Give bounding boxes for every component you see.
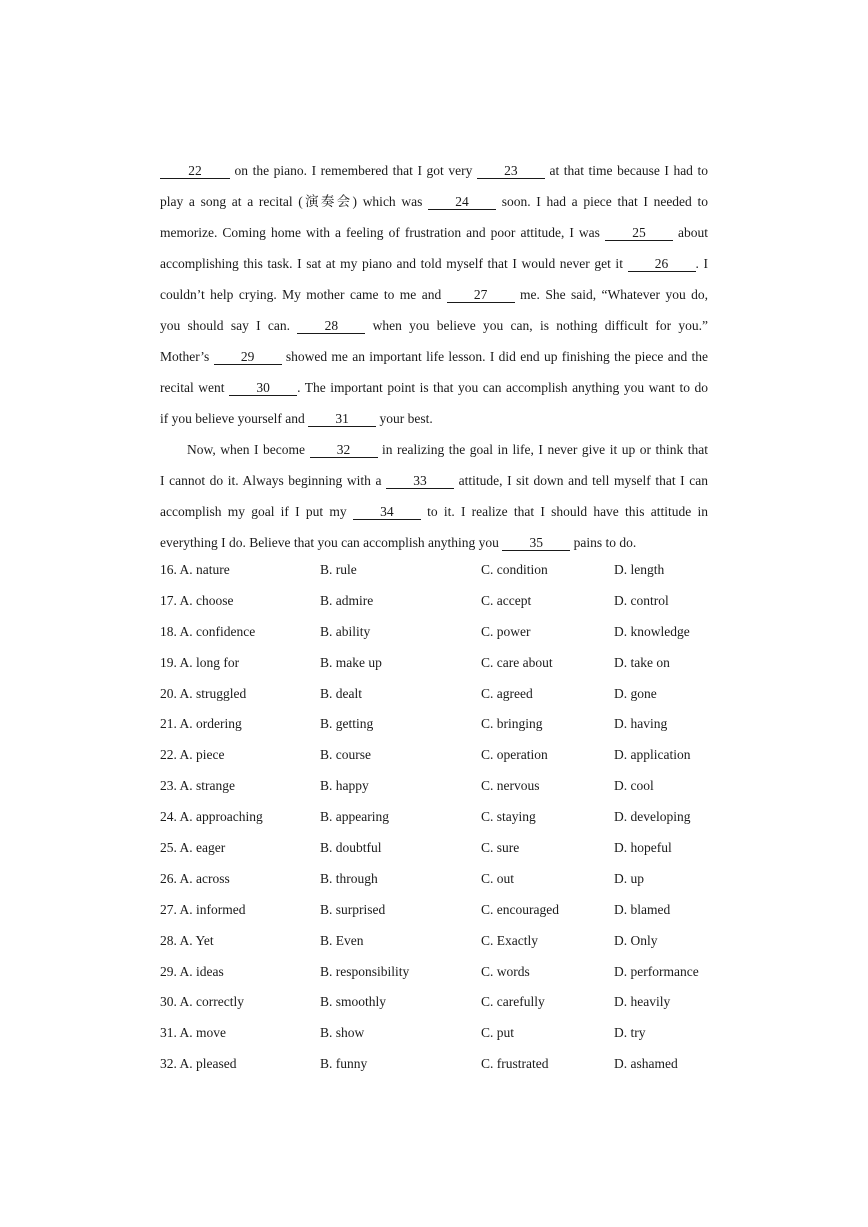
option-a: 28. A. Yet [160, 932, 214, 948]
passage-text: I cannot do it. Always beginning with a [160, 473, 387, 488]
passage-line [160, 217, 708, 248]
passage-text: Mother’s [160, 349, 214, 364]
option-a: 19. A. long for [160, 654, 240, 670]
option-a: 32. A. pleased [160, 1056, 237, 1072]
option-row [160, 864, 720, 895]
option-d: D. knowledge [614, 623, 690, 639]
passage-text: in realizing the goal in life, I never give it up or think that [377, 442, 708, 457]
option-a: 30. A. correctly [160, 994, 244, 1010]
passage-text: memorize. Coming home with a feeling of frustration and poor attitude, I was [160, 225, 605, 240]
passage-text: recital went [160, 380, 230, 395]
passage-line [160, 186, 708, 217]
option-row [160, 617, 720, 648]
blank-31: 31 [308, 411, 376, 427]
option-a: 16. A. nature [160, 562, 230, 577]
option-row [160, 1018, 720, 1049]
option-d: D. try [614, 1025, 646, 1041]
passage-text: pains to do. [570, 535, 637, 550]
option-a: 20. A. struggled [160, 685, 247, 701]
passage-text: if you believe yourself and [160, 411, 309, 426]
option-row [160, 895, 720, 926]
passage-text: me. She said, “Whatever you do, [514, 287, 708, 302]
option-row [160, 679, 720, 710]
option-b: B. dealt [320, 685, 362, 701]
option-a: 21. A. ordering [160, 716, 242, 732]
option-b: B. smoothly [320, 994, 387, 1010]
option-d: D. take on [614, 654, 670, 670]
option-d: D. cool [614, 778, 654, 794]
option-a: 29. A. ideas [160, 963, 224, 979]
option-b: B. admire [320, 592, 374, 608]
passage-text: your best. [376, 411, 433, 426]
passage-text: about [672, 225, 708, 240]
option-c: C. staying [481, 809, 536, 825]
blank-34: 34 [353, 504, 421, 520]
blank-23: 23 [477, 163, 545, 179]
option-row [160, 926, 720, 957]
blank-26: 26 [628, 256, 696, 272]
option-row [160, 1049, 720, 1080]
passage-text: to it. I realize that I should have this attitude in [420, 504, 708, 519]
option-c: C. sure [481, 840, 520, 856]
passage-text: you should say I can. [160, 318, 298, 333]
option-row [160, 586, 720, 617]
blank-27: 27 [447, 287, 515, 303]
passage-text: accomplish my goal if I put my [160, 504, 353, 519]
blank-32: 32 [310, 442, 378, 458]
option-a: 23. A. strange [160, 778, 235, 794]
passage-text: soon. I had a piece that I needed to [496, 194, 708, 209]
option-a: 18. A. confidence [160, 623, 256, 639]
option-b: B. surprised [320, 901, 386, 917]
passage-line [160, 434, 708, 465]
option-row [160, 833, 720, 864]
passage-text: on the piano. I remembered that I got very [230, 163, 477, 178]
option-row [160, 740, 720, 771]
option-b: B. ability [320, 623, 371, 639]
blank-30: 30 [229, 380, 297, 396]
passage-line [160, 527, 708, 558]
option-row [160, 802, 720, 833]
option-d: D. performance [614, 963, 699, 979]
passage-text: . The important point is that you can accomplish anything you want to do [297, 380, 708, 395]
option-d: D. length [614, 562, 665, 577]
option-a: 26. A. across [160, 870, 230, 886]
option-c: C. words [481, 963, 530, 979]
passage-text: play a song at a recital (演奏会) which was [160, 194, 429, 209]
option-a: 17. A. choose [160, 592, 234, 608]
option-d: D. control [614, 592, 669, 608]
option-row [160, 709, 720, 740]
option-b: B. appearing [320, 809, 389, 825]
option-c: C. frustrated [481, 1056, 549, 1072]
passage-text: accomplishing this task. I sat at my piano and told myself that I would never get it [160, 256, 628, 271]
option-b: B. Even [320, 932, 364, 948]
passage-line [160, 465, 708, 496]
option-b: B. getting [320, 716, 374, 732]
option-b: B. happy [320, 778, 369, 794]
option-b: B. course [320, 747, 371, 763]
passage-text: when you believe you can, is nothing difficult for you.” [365, 318, 708, 333]
passage-text: . I [695, 256, 708, 271]
option-d: D. blamed [614, 901, 671, 917]
passage-text: everything I do. Believe that you can accomplish anything you [160, 535, 503, 550]
option-d: D. up [614, 870, 644, 886]
option-row [160, 987, 720, 1018]
passage-line [160, 248, 708, 279]
option-c: C. carefully [481, 994, 545, 1010]
option-b: B. make up [320, 654, 382, 670]
option-d: D. application [614, 747, 691, 763]
option-a: 27. A. informed [160, 901, 246, 917]
option-b: B. doubtful [320, 840, 382, 856]
blank-33: 33 [386, 473, 454, 489]
passage-line [160, 310, 708, 341]
passage-text: attitude, I sit down and tell myself that I can [454, 473, 708, 488]
option-d: D. developing [614, 809, 691, 825]
passage-line [160, 496, 708, 527]
option-d: D. gone [614, 685, 657, 701]
option-c: C. agreed [481, 685, 533, 701]
passage-line [160, 372, 708, 403]
option-row [160, 957, 720, 988]
option-d: D. having [614, 716, 668, 732]
blank-35: 35 [502, 535, 570, 551]
option-c: C. encouraged [481, 901, 559, 917]
option-c: C. condition [481, 562, 548, 577]
option-c: C. accept [481, 592, 532, 608]
passage-text: Now, when I become [187, 442, 310, 457]
option-c: C. power [481, 623, 531, 639]
passage-text: couldn’t help crying. My mother came to me and [160, 287, 447, 302]
option-a: 25. A. eager [160, 840, 226, 856]
option-b: B. responsibility [320, 963, 410, 979]
option-c: C. bringing [481, 716, 543, 732]
blank-24: 24 [428, 194, 496, 210]
option-c: C. nervous [481, 778, 540, 794]
option-c: C. care about [481, 654, 553, 670]
option-a: 22. A. piece [160, 747, 225, 763]
option-b: B. rule [320, 562, 357, 577]
passage-text: at that time because I had to [544, 163, 708, 178]
option-d: D. ashamed [614, 1056, 678, 1072]
option-a: 24. A. approaching [160, 809, 263, 825]
option-b: B. show [320, 1025, 365, 1041]
answer-options [160, 555, 720, 1080]
passage-line [160, 279, 708, 310]
option-b: B. funny [320, 1056, 368, 1072]
blank-28: 28 [297, 318, 365, 334]
blank-25: 25 [605, 225, 673, 241]
option-c: C. operation [481, 747, 548, 763]
option-d: D. hopeful [614, 840, 672, 856]
option-row [160, 555, 720, 586]
option-c: C. out [481, 870, 515, 886]
passage-line [160, 403, 708, 434]
option-row [160, 771, 720, 802]
blank-22: 22 [160, 163, 230, 179]
blank-29: 29 [214, 349, 282, 365]
option-a: 31. A. move [160, 1025, 226, 1041]
option-b: B. through [320, 870, 378, 886]
cloze-passage [160, 155, 708, 558]
passage-line [160, 341, 708, 372]
option-c: C. Exactly [481, 932, 538, 948]
option-c: C. put [481, 1025, 515, 1041]
option-d: D. Only [614, 932, 658, 948]
passage-line [160, 155, 708, 186]
passage-text: showed me an important life lesson. I did end up finishing the piece and the [281, 349, 708, 364]
option-d: D. heavily [614, 994, 671, 1010]
option-row [160, 648, 720, 679]
